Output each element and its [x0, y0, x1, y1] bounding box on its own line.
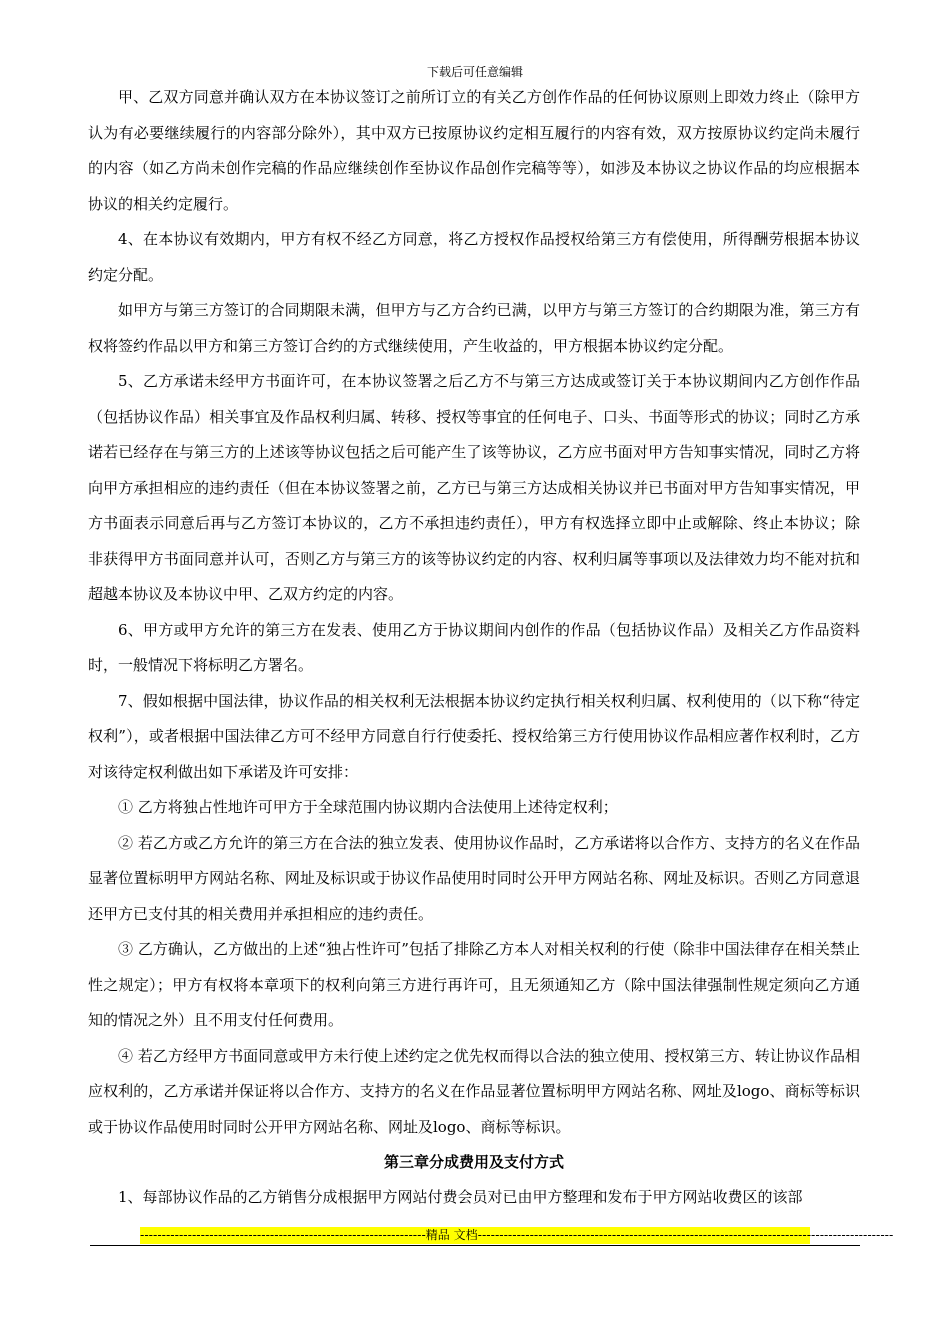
paragraph: 1、每部协议作品的乙方销售分成根据甲方网站付费会员对已由甲方整理和发布于甲方网站收费区的该部 [118, 1188, 803, 1206]
paragraph: ① 乙方将独占性地许可甲方于全球范围内协议期内合法使用上述待定权利； [118, 798, 618, 816]
paragraph: 甲、乙双方同意并确认双方在本协议签订之前所订立的有关乙方创作作品的任何协议原则上即效力终止（除甲方认为有必要继续履行的内容部分除外），其中双方已按原协议约定相互履行的内容有效，双方按原协议约定尚未履行的内容（如乙方尚未创作完稿的作品应继续创作至协议作品创作完稿等等），如涉及本协议之协议作品的均应根据本协议的相关约定履行。 [88, 88, 860, 213]
paragraph: ② 若乙方或乙方允许的第三方在合法的独立发表、使用协议作品时，乙方承诺将以合作方、支持方的名义在作品显著位置标明甲方网站名称、网址及标识或于协议作品使用时同时公开甲方网站名称、网址及标识。否则乙方同意退还甲方已支付其的相关费用并承担相应的违约责任。 [88, 833, 860, 923]
paragraph: 6、甲方或甲方允许的第三方在发表、使用乙方于协议期间内创作的作品（包括协议作品）及相关乙方作品资料时，一般情况下将标明乙方署名。 [88, 620, 860, 674]
paragraph: 如甲方与第三方签订的合同期限未满，但甲方与乙方合约已满，以甲方与第三方签订的合约期限为准，第三方有权将签约作品以甲方和第三方签订合约的方式继续使用，产生收益的，甲方根据本协议约定分配。 [88, 301, 860, 355]
paragraph: 4、在本协议有效期内，甲方有权不经乙方同意，将乙方授权作品授权给第三方有偿使用，所得酬劳根据本协议约定分配。 [88, 230, 860, 284]
header-note: 下载后可任意编辑 [426, 65, 523, 79]
footer-rule [90, 1245, 860, 1246]
document-body [88, 80, 860, 1216]
footer-dashes-right: ------------------------------------------------------------------------------------------------ [477, 1228, 894, 1242]
chapter-title: 第三章分成费用及支付方式 [383, 1153, 564, 1171]
paragraph: ④ 若乙方经甲方书面同意或甲方未行使上述约定之优先权而得以合法的独立使用、授权第三方、转让协议作品相应权利的，乙方承诺并保证将以合作方、支持方的名义在作品显著位置标明甲方网站名称、网址及logo、商标等标识或于协议作品使用时同时公开甲方网站名称、网址及logo、商标等标识。 [88, 1046, 860, 1136]
paragraph: ③ 乙方确认，乙方做出的上述“独占性许可”包括了排除乙方本人对相关权利的行使（除非中国法律存在相关禁止性之规定）；甲方有权将本章项下的权利向第三方进行再许可，且无须通知乙方（除中国法律强制性规定须向乙方通知的情况之外）且不用支付任何费用。 [88, 940, 860, 1029]
footer-label: 精品 文档 [425, 1228, 478, 1242]
paragraph: 5、乙方承诺未经甲方书面许可，在本协议签署之后乙方不与第三方达成或签订关于本协议期间内乙方创作作品（包括协议作品）相关事宜及作品权利归属、转移、授权等事宜的任何电子、口头、书面等形式的协议；同时乙方承诺若已经存在与第三方的上述该等协议包括之后可能产生了该等协议，乙方应书面对甲方告知事实情况，同时乙方将向甲方承担相应的违约责任（但在本协议签署之前，乙方已与第三方达成相关协议并已书面对甲方告知事实情况，甲方书面表示同意后再与乙方签订本协议的，乙方不承担违约责任），甲方有权选择立即中止或解除、终止本协议；除非获得甲方书面同意并认可，否则乙方与第三方的该等协议约定的内容、权利归属等事项以及法律效力均不能对抗和超越本协议及本协议中甲、乙双方约定的内容。 [88, 372, 860, 603]
footer-banner [140, 1227, 894, 1244]
paragraph: 7、假如根据中国法律，协议作品的相关权利无法根据本协议约定执行相关权利归属、权利使用的（以下称“待定权利”），或者根据中国法律乙方可不经甲方同意自行行使委托、授权给第三方行使用协议作品相应著作权利时，乙方对该待定权利做出如下承诺及许可安排： [88, 691, 860, 781]
footer-dashes-left: ------------------------------------------------------------------ [140, 1228, 426, 1242]
